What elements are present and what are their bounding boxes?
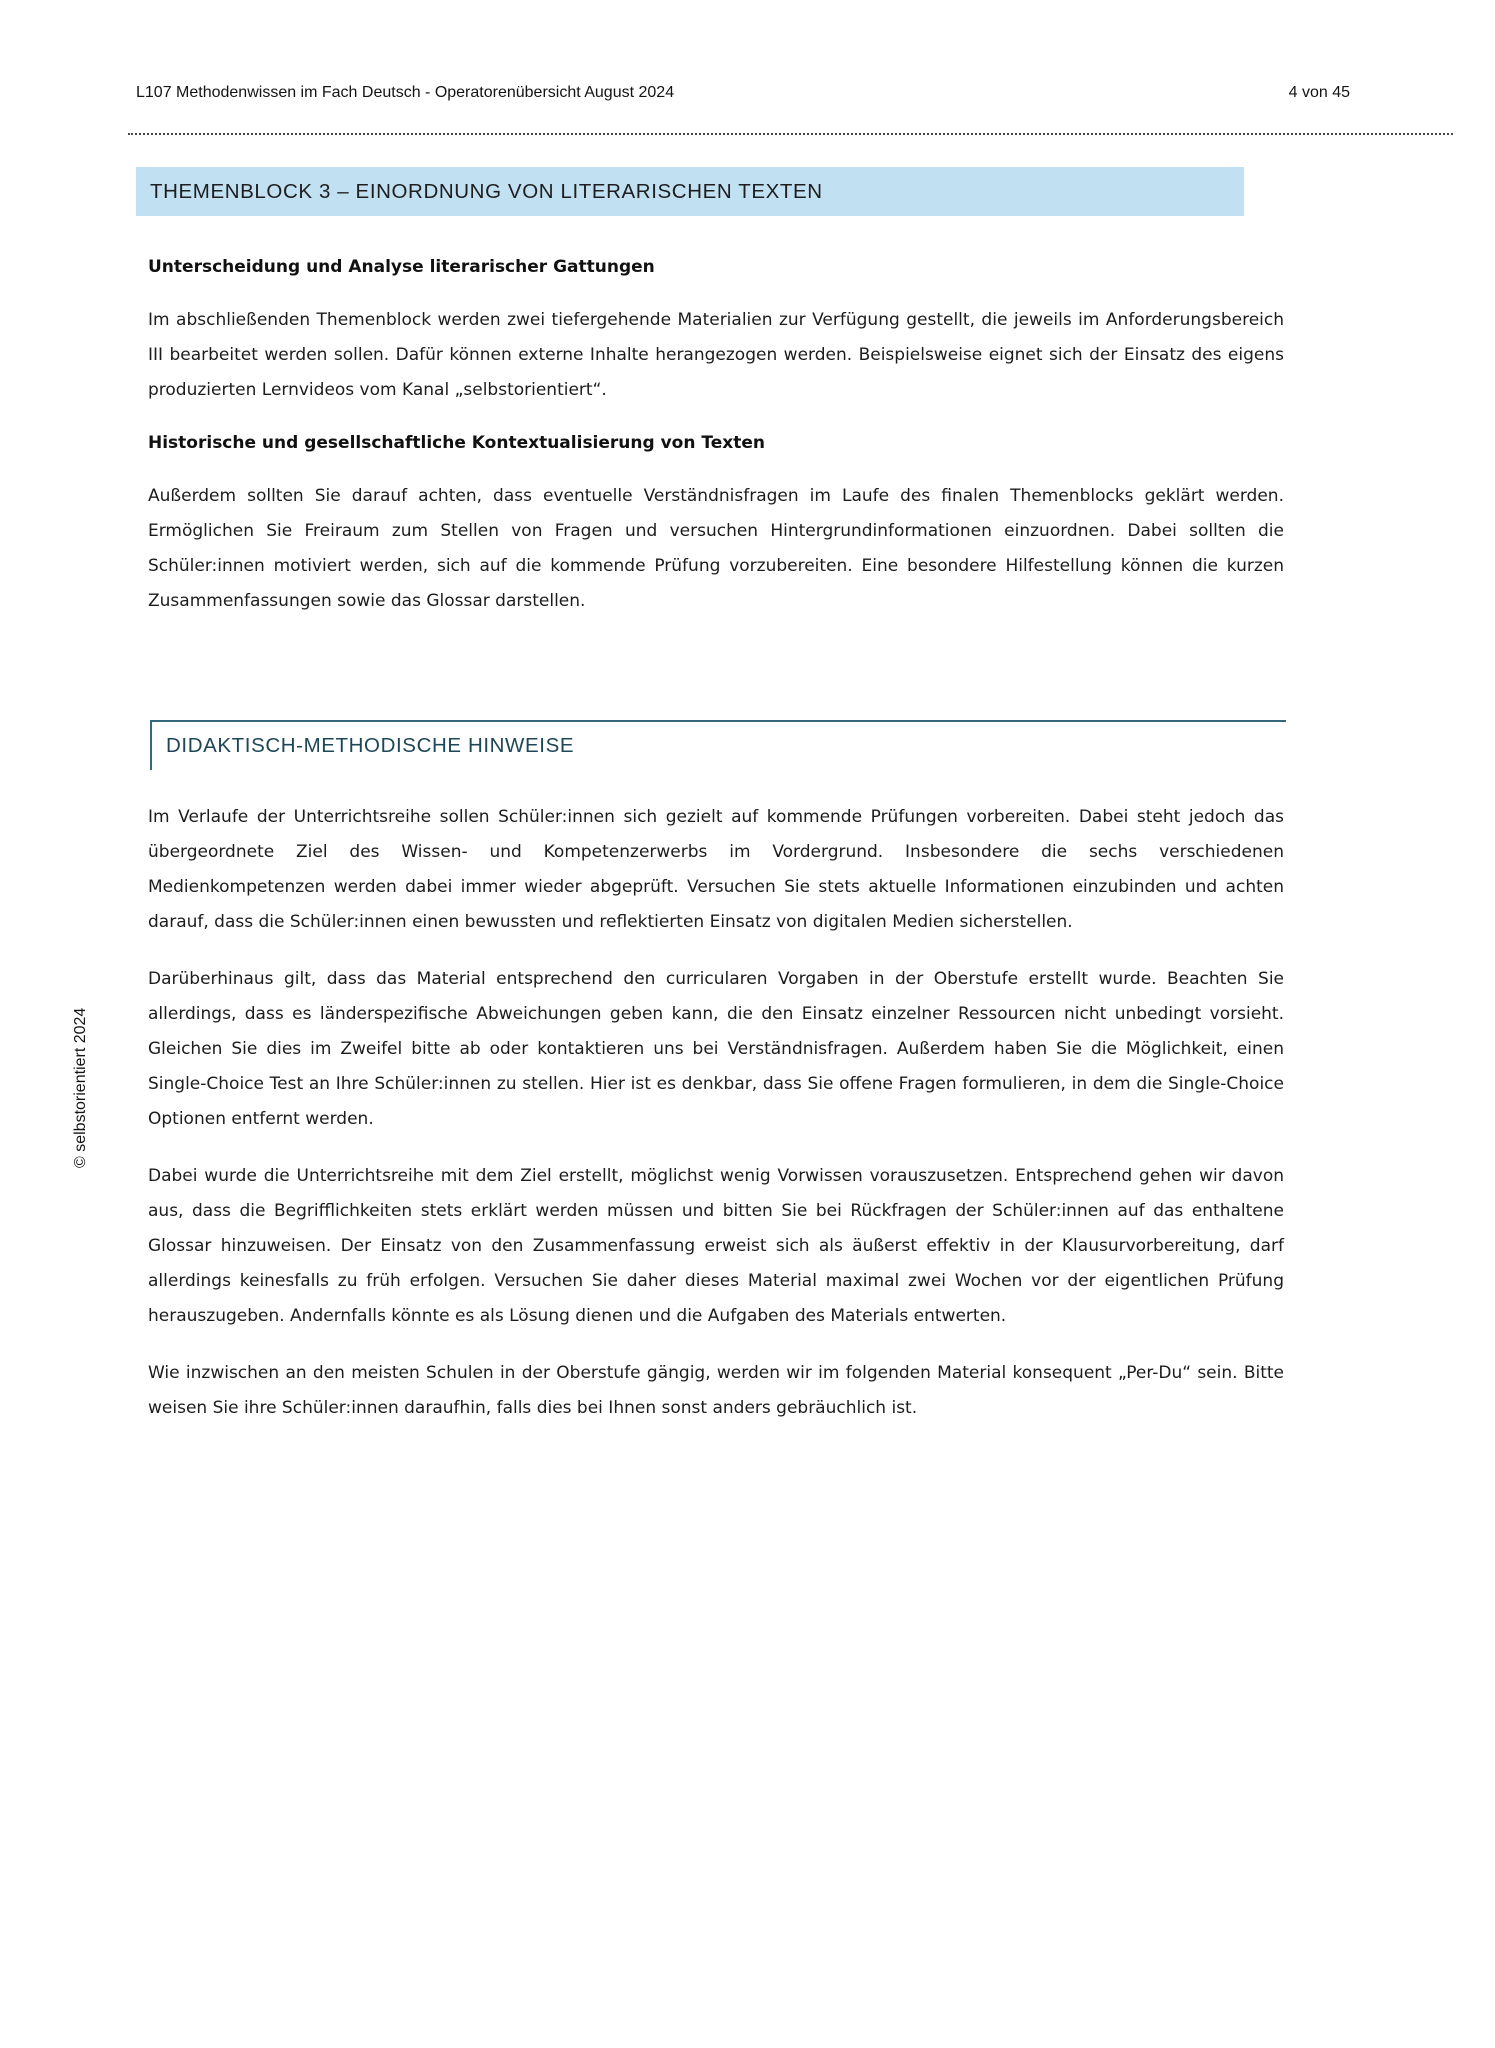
themenblock-title-banner: THEMENBLOCK 3 – EINORDNUNG VON LITERARISCHEN TEXTEN: [136, 167, 1244, 216]
paragraph-kontextualisierung: Außerdem sollten Sie darauf achten, dass eventuelle Verständnisfragen im Laufe des finalen Themenblocks geklärt werden. Ermöglichen Sie Freiraum zum Stellen von Fragen und versuchen Hintergrundinformationen einzuordnen. Dabei sollten die Schüler:innen motiviert werden, sich auf die kommende Prüfung vorzubereiten. Eine besondere Hilfestellung können die kurzen Zusammenfassungen sowie das Glossar darstellen.: [148, 486, 1284, 611]
didaktik-paragraph-2: Darüberhinaus gilt, dass das Material entsprechend den curricularen Vorgaben in der Oberstufe erstellt wurde. Beachten Sie allerdings, dass es länderspezifische Abweichungen geben kann, die den Einsatz einzelner Ressourcen nicht unbedingt vorsieht. Gleichen Sie dies im Zweifel bitte ab oder kontaktieren uns bei Verständnisfragen. Außerdem haben Sie die Möglichkeit, einen Single-Choice Test an Ihre Schüler:innen zu stellen. Hier ist es denkbar, dass Sie offene Fragen formulieren, in dem die Single-Choice Optionen entfernt werden.: [148, 969, 1284, 1129]
document-header-title: L107 Methodenwissen im Fach Deutsch - Operatorenübersicht August 2024: [136, 84, 675, 101]
paragraph-gattungen: Im abschließenden Themenblock werden zwei tiefergehende Materialien zur Verfügung gestellt, die jeweils im Anforderungsbereich III bearbeitet werden sollen. Dafür können externe Inhalte herangezogen werden. Beispielsweise eignet sich der Einsatz des eigens produzierten Lernvideos vom Kanal „selbstorientiert“.: [148, 310, 1284, 400]
didaktik-paragraph-3: Dabei wurde die Unterrichtsreihe mit dem Ziel erstellt, möglichst wenig Vorwissen vorauszusetzen. Entsprechend gehen wir davon aus, dass die Begrifflichkeiten stets erklärt werden müssen und bitten Sie bei Rückfragen der Schüler:innen auf das enthaltene Glossar hinzuweisen. Der Einsatz von den Zusammenfassung erweist sich als äußerst effektiv in der Klausurvorbereitung, darf allerdings keinesfalls zu früh erfolgen. Versuchen Sie daher dieses Material maximal zwei Wochen vor der eigentlichen Prüfung herauszugeben. Andernfalls könnte es als Lösung dienen und die Aufgaben des Materials entwerten.: [148, 1166, 1284, 1326]
running-header: [136, 84, 1350, 102]
copyright-vertical-label: © selbstorientiert 2024: [72, 1007, 89, 1168]
didaktik-paragraph-1: Im Verlaufe der Unterrichtsreihe sollen Schüler:innen sich gezielt auf kommende Prüfungen vorbereiten. Dabei steht jedoch das übergeordnete Ziel des Wissen- und Kompetenzerwerbs im Vordergrund. Insbesondere die sechs verschiedenen Medienkompetenzen werden dabei immer wieder abgeprüft. Versuchen Sie stets aktuelle Informationen einzubinden und achten darauf, dass die Schüler:innen einen bewussten und reflektierten Einsatz von digitalen Medien sicherstellen.: [148, 807, 1284, 932]
didaktik-title: DIDAKTISCH-METHODISCHE HINWEISE: [150, 722, 1286, 770]
header-divider: [128, 133, 1453, 135]
page-number: 4 von 45: [1288, 84, 1350, 101]
didaktik-paragraph-4: Wie inzwischen an den meisten Schulen in der Oberstufe gängig, werden wir im folgenden Material konsequent „Per-Du“ sein. Bitte weisen Sie ihre Schüler:innen daraufhin, falls dies bei Ihnen sonst anders gebräuchlich ist.: [148, 1363, 1284, 1418]
document-body: [136, 167, 1286, 1448]
didaktik-section-header: [150, 720, 1286, 770]
section-heading-gattungen: Unterscheidung und Analyse literarischer Gattungen: [148, 257, 655, 277]
section-heading-kontextualisierung: Historische und gesellschaftliche Kontextualisierung von Texten: [148, 433, 765, 453]
